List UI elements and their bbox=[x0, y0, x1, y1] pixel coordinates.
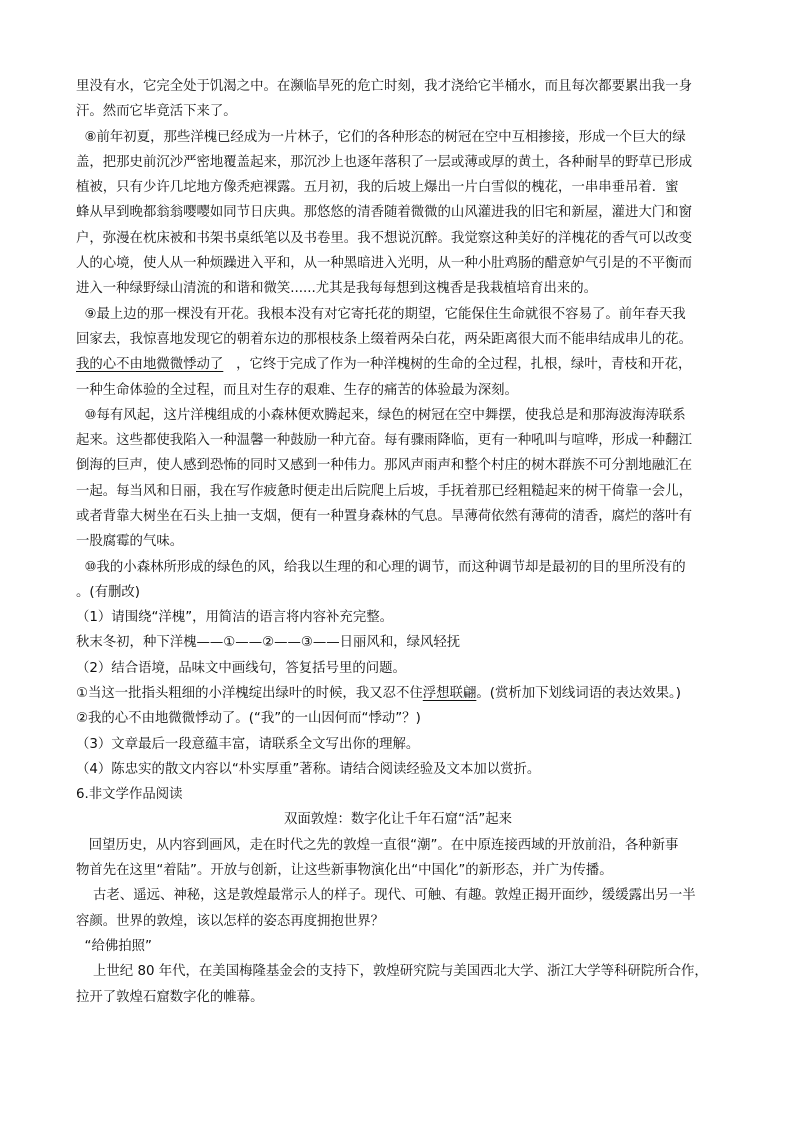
question-2-b bbox=[76, 709, 720, 729]
text-segment: 上世纪 80 年代，在美国梅隆基金会的支持下，敦煌研究院与美国西北大学、浙江大学等科研院所合作， bbox=[76, 964, 708, 979]
para10-line-4 bbox=[76, 482, 720, 502]
text-segment: 汗。然而它毕竟活下来了。 bbox=[76, 104, 237, 119]
para8-line-3 bbox=[76, 178, 720, 198]
question-3 bbox=[76, 735, 720, 755]
para11-line-1 bbox=[76, 558, 720, 578]
text-segment: （2）结合语境，品味文中画线句，答复括号里的问题。 bbox=[76, 661, 406, 676]
article-para2-line-2 bbox=[76, 912, 720, 932]
para10-line-6 bbox=[76, 532, 720, 552]
text-segment: （3）文章最后一段意蕴丰富，请联系全文写出你的理解。 bbox=[76, 737, 420, 752]
text-segment: 一股腐霉的气味。 bbox=[76, 534, 184, 549]
text-segment: 6.非文学作品阅读 bbox=[76, 787, 183, 802]
text-segment: （1）请围绕“洋槐”，用简洁的语言将内容补充完整。 bbox=[76, 610, 393, 625]
question-4 bbox=[76, 760, 720, 780]
para11-line-2 bbox=[76, 583, 720, 603]
text-segment: 容颜。世界的敦煌，该以怎样的姿态再度拥抱世界？ bbox=[76, 914, 384, 929]
text-segment: 古老、遥远、神秘，这是敦煌最常示人的样子。现代、可触、有趣。敦煌正揭开面纱，缓缓露出另一半 bbox=[76, 888, 696, 903]
text-segment: 秋末冬初，种下洋槐——①——②——③——日丽风和，绿风轻抚 bbox=[76, 635, 461, 650]
para9-line-3 bbox=[76, 355, 720, 375]
underlined-text: 我的心不由地微微悸动了 bbox=[76, 357, 224, 372]
article-title bbox=[76, 810, 720, 830]
text-segment: ①当这一批指头粗细的小洋槐绽出绿叶的时候，我又忍不住 bbox=[76, 686, 423, 701]
article-subheading bbox=[76, 937, 720, 957]
para7-line-1 bbox=[76, 77, 720, 97]
text-segment: 拉开了敦煌石窟数字化的帷幕。 bbox=[76, 990, 264, 1005]
question-1 bbox=[76, 608, 720, 628]
text-segment: 。(赏析加下划线词语的表达效果。) bbox=[476, 686, 681, 701]
article-para2-line-1 bbox=[76, 886, 720, 906]
para8-line-1 bbox=[76, 128, 720, 148]
para8-line-5 bbox=[76, 229, 720, 249]
article-para3-line-1 bbox=[76, 962, 720, 982]
para10-line-2 bbox=[76, 431, 720, 451]
para8-line-6 bbox=[76, 254, 720, 274]
para8-line-2 bbox=[76, 153, 720, 173]
para10-line-1 bbox=[76, 406, 720, 426]
article-para1-line-1 bbox=[76, 836, 720, 856]
text-segment: 里没有水，它完全处于饥渴之中。在濒临旱死的危亡时刻，我才浇给它半桶水，而且每次都要累出我一身 bbox=[76, 79, 692, 94]
question-1-flow bbox=[76, 633, 720, 653]
text-segment: 双面敦煌：数字化让千年石窟“活”起来 bbox=[283, 812, 513, 827]
para9-line-2 bbox=[76, 330, 720, 350]
question-2 bbox=[76, 659, 720, 679]
text-segment: ⑩我的小森林所形成的绿色的风，给我以生理的和心理的调节，而这种调节却是最初的目的里所没有的 bbox=[76, 560, 686, 575]
text-segment: 人的心境，使人从一种烦躁进入平和，从一种黑暗进入光明，从一种小肚鸡肠的醋意妒气引是的不平衡而 bbox=[76, 256, 692, 271]
text-segment: 进入一种绿野绿山清流的和谐和微笑......尤其是我每每想到这槐香是我栽植培育出来的。 bbox=[76, 281, 597, 296]
text-segment: 一起。每当风和日丽，我在写作疲惫时便走出后院爬上后坡，手抚着那已经粗糙起来的树干倚靠一会儿， bbox=[76, 484, 692, 499]
para8-line-4 bbox=[76, 203, 720, 223]
text-segment: 植被，只有少许几坨地方像秃疤裸露。五月初，我的后坡上爆出一片白雪似的槐花，一串串垂吊着．蜜 bbox=[76, 180, 679, 195]
para10-line-5 bbox=[76, 507, 720, 527]
article-para3-line-2 bbox=[76, 988, 720, 1008]
text-segment: 户，弥漫在枕床被和书架书桌纸笔以及书卷里。我不想说沉醉。我觉察这种美好的洋槐花的香气可以改变 bbox=[76, 231, 692, 246]
text-segment: ⑧前年初夏，那些洋槐已经成为一片林子，它们的各种形态的树冠在空中互相掺接，形成一个巨大的绿 bbox=[76, 130, 686, 145]
text-segment: 盖，把那史前沉沙严密地覆盖起来，那沉沙上也逐年落积了一层或薄或厚的黄土，各种耐旱的野草已形成 bbox=[76, 155, 692, 170]
text-segment: （4）陈忠实的散文内容以“朴实厚重”著称。请结合阅读经验及文本加以赏折。 bbox=[76, 762, 541, 777]
text-segment: 物首先在这里“着陆”。开放与创新，让这些新事物演化出“中国化”的新形态，并广为传播。 bbox=[76, 863, 613, 878]
text-segment: ，它终于完成了作为一种洋槐树的生命的全过程，扎根，绿叶，青枝和开花， bbox=[223, 357, 692, 372]
text-segment: 起来。这些都使我陷入一种温馨一种鼓励一种亢奋。每有骤雨降临，更有一种吼叫与喧哗，形成一种翻江 bbox=[76, 433, 692, 448]
text-segment: ②我的心不由地微微悸动了。(“我”的一山因何而“悸动”？) bbox=[76, 711, 421, 726]
text-segment: “给佛拍照” bbox=[76, 939, 152, 954]
text-segment: 一种生命体验的全过程，而且对生存的艰难、生存的痛苦的体验最为深刻。 bbox=[76, 383, 518, 398]
text-segment: 回家去，我惊喜地发现它的朝着东边的那根枝条上缀着两朵白花，两朵距离很大而不能串结成串儿的花。 bbox=[76, 332, 692, 347]
para9-line-4 bbox=[76, 381, 720, 401]
para9-line-1 bbox=[76, 305, 720, 325]
text-segment: ⑩每有风起，这片洋槐组成的小森林便欢腾起来，绿色的树冠在空中舞摆，使我总是和那海波海涛联系 bbox=[76, 408, 686, 423]
text-segment: 或者背靠大树坐在石头上抽一支烟，便有一种置身森林的气息。旱薄荷依然有薄荷的清香，腐烂的落叶有 bbox=[76, 509, 692, 524]
para8-line-7 bbox=[76, 279, 720, 299]
article-para1-line-2 bbox=[76, 861, 720, 881]
text-segment: 回望历史，从内容到画风，走在时代之先的敦煌一直很“潮”。在中原连接西域的开放前沿，各种新事 bbox=[76, 838, 679, 853]
section-6-title bbox=[76, 785, 720, 805]
para10-line-3 bbox=[76, 456, 720, 476]
text-segment: 蜂从早到晚都翁翁嘤嘤如同节日庆典。那悠悠的清香随着微微的山风灌进我的旧宅和新屋，灌进大门和窗 bbox=[76, 205, 692, 220]
underlined-text: 浮想联翩 bbox=[422, 686, 477, 701]
para7-line-2 bbox=[76, 102, 720, 122]
question-2-a bbox=[76, 684, 720, 704]
text-segment: 倒海的巨声，使人感到恐怖的同时又感到一种伟力。那风声雨声和整个村庄的树木群族不可分割地融汇在 bbox=[76, 458, 692, 473]
text-segment: ⑨最上边的那一棵没有开花。我根本没有对它寄托花的期望，它能保住生命就很不容易了。前年春天我 bbox=[76, 307, 686, 322]
text-segment: 。(有删改) bbox=[76, 585, 141, 600]
